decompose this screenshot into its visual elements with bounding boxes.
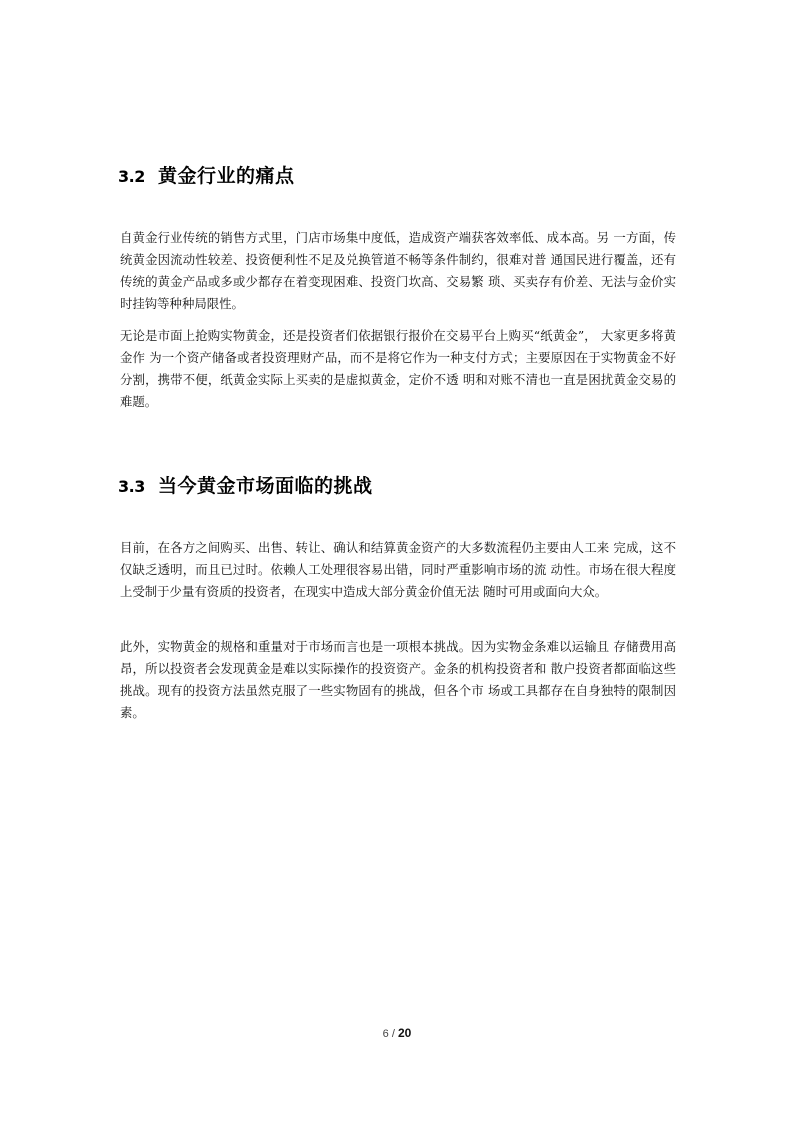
section-number: 3.2 [118,167,145,186]
paragraph-physical-vs-paper-gold: 无论是市面上抢购实物黄金，还是投资者们依据银行报价在交易平台上购买“纸黄金”， 大家更多将黄金作 为一个资产储备或者投资理财产品，而不是将它作为一种支付方式；主要原因在于实物黄金不好分割，携带不便，纸黄金实际上买卖的是虚拟黄金，定价不透 明和对账不清也一直是困扰黄金交易的难题。 [120,328,676,409]
current-page: 6 [382,1028,389,1040]
total-pages: 20 [397,1026,412,1040]
section-heading-3-2 [118,161,295,188]
section-title: 黄金行业的痛点 [158,165,295,187]
paragraph-gold-industry-pain-points: 自黄金行业传统的销售方式里，门店市场集中度低，造成资产端获客效率低、成本高。另 一方面，传统黄金因流动性较差、投资便利性不足及兑换管道不畅等条件制约，很难对普 通国民进行覆盖，还有传统的黄金产品或多或少都存在着变现困难、投资门坎高、交易繁 琐、买卖存有价差、无法与金价实时挂钩等种种局限性。 [120,230,676,311]
paragraph-physical-gold-challenges: 此外，实物黄金的规格和重量对于市场而言也是一项根本挑战。因为实物金条难以运输且 存储费用高昂，所以投资者会发现黄金是难以实际操作的投资资产。金条的机构投资者和 散户投资者都面临这些挑战。现有的投资方法虽然克服了一些实物固有的挑战，但各个市 场或工具都存在自身独特的限制因素。 [120,639,676,720]
section-number: 3.3 [118,477,145,496]
section-heading-3-3 [118,471,373,498]
paragraph-manual-processes: 目前，在各方之间购买、出售、转让、确认和结算黄金资产的大多数流程仍主要由人工来 完成，这不仅缺乏透明，而且已过时。依赖人工处理很容易出错，同时严重影响市场的流 动性。市场在很大程度上受制于少量有资质的投资者，在现实中造成大部分黄金价值无法 随时可用或面向大众。 [120,540,676,599]
page-separator: / [388,1028,398,1040]
section-title: 当今黄金市场面临的挑战 [158,475,373,497]
page-number [0,1026,794,1040]
